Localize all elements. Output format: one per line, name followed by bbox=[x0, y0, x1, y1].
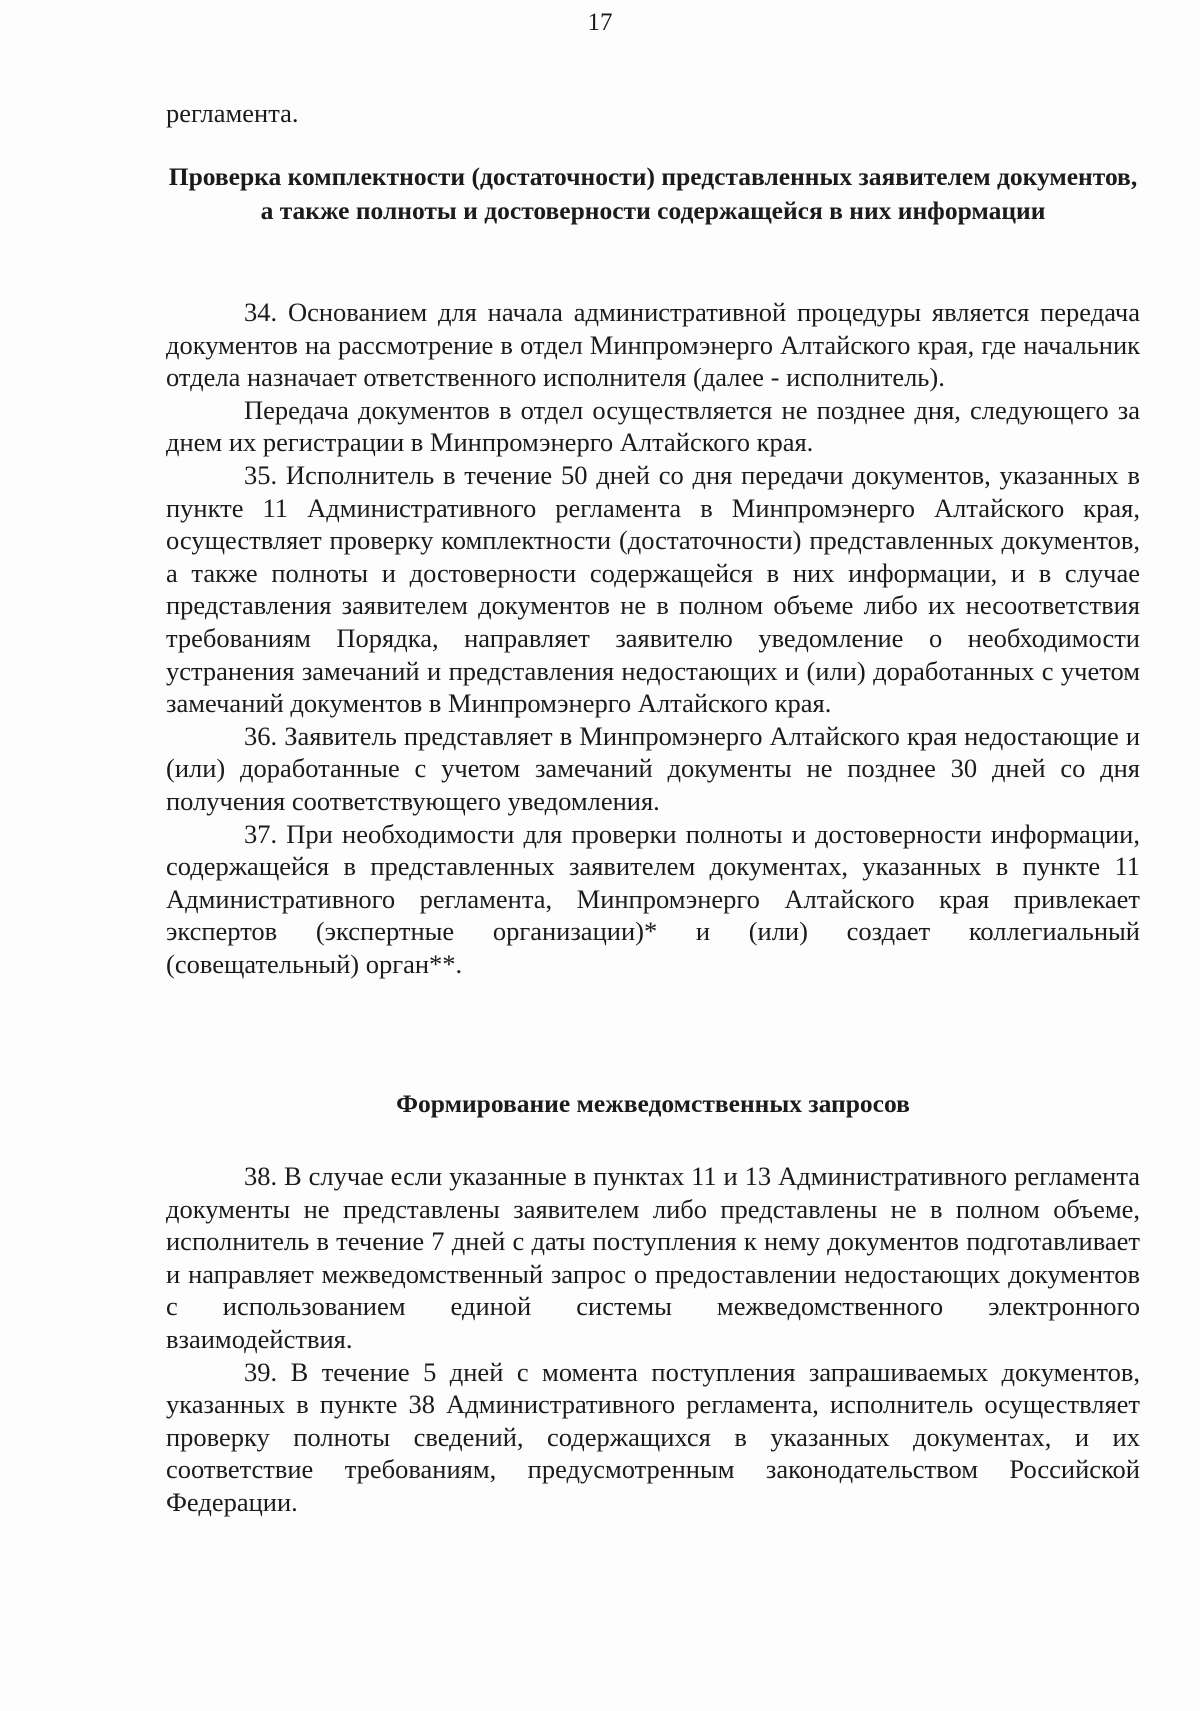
paragraph-37: 37. При необходимости для проверки полноты и достоверности информации, содержащейся в представленных заявителем документах, указанных в пункте 11 Административного регламента, Минпромэнерго Алтайского края привлекает экспертов (экспертные организации)* и (или) создает коллегиальный (совещательный) орган**. bbox=[166, 818, 1140, 979]
continuation-text: регламента. bbox=[166, 98, 299, 128]
paragraph-39: 39. В течение 5 дней с момента поступления запрашиваемых документов, указанных в пункте 38 Административного регламента, исполнитель осуществляет проверку полноты сведений, содержащихся в указанных документах, и их соответствие требованиям, предусмотренным законодательством Российской Федерации. bbox=[166, 1356, 1140, 1517]
paragraph-36: 36. Заявитель представляет в Минпромэнерго Алтайского края недостающие и (или) доработанные с учетом замечаний документы не позднее 30 дней со дня получения соответствующего уведомления. bbox=[166, 720, 1140, 816]
section-heading-completeness-check: Проверка комплектности (достаточности) представленных заявителем документов, а также полноты и достоверности содержащейся в них информации bbox=[168, 162, 1138, 225]
section-interagency-requests bbox=[166, 1160, 1140, 1519]
section-heading-interagency-requests: Формирование межведомственных запросов bbox=[396, 1089, 910, 1118]
paragraph-38: 38. В случае если указанные в пунктах 11 и 13 Административного регламента документы не представлены заявителем либо представлены не в полном объеме, исполнитель в течение 7 дней с даты поступления к нему документов подготавливает и направляет межведомственный запрос о предоставлении недостающих документов с использованием единой системы межведомственного электронного взаимодействия. bbox=[166, 1161, 1140, 1354]
page-number: 17 bbox=[587, 9, 613, 36]
section-completeness-check bbox=[166, 296, 1140, 980]
paragraph-transfer-of-documents: Передача документов в отдел осуществляется не позднее дня, следующего за днем их регистрации в Минпромэнерго Алтайского края. bbox=[166, 394, 1140, 458]
paragraph-35: 35. Исполнитель в течение 50 дней со дня передачи документов, указанных в пункте 11 Административного регламента в Минпромэнерго Алтайского края, осуществляет проверку комплектности (достаточности) представленных документов, а также полноты и достоверности содержащейся в них информации, и в случае представления заявителем документов не в полном объеме либо их несоответствия требованиям Порядка, направляет заявителю уведомление о необходимости устранения замечаний и представления недостающих и (или) доработанных с учетом замечаний документов в Минпромэнерго Алтайского края. bbox=[166, 459, 1140, 719]
paragraph-34: 34. Основанием для начала административной процедуры является передача документов на рассмотрение в отдел Минпромэнерго Алтайского края, где начальник отдела назначает ответственного исполнителя (далее - исполнитель). bbox=[166, 297, 1140, 393]
